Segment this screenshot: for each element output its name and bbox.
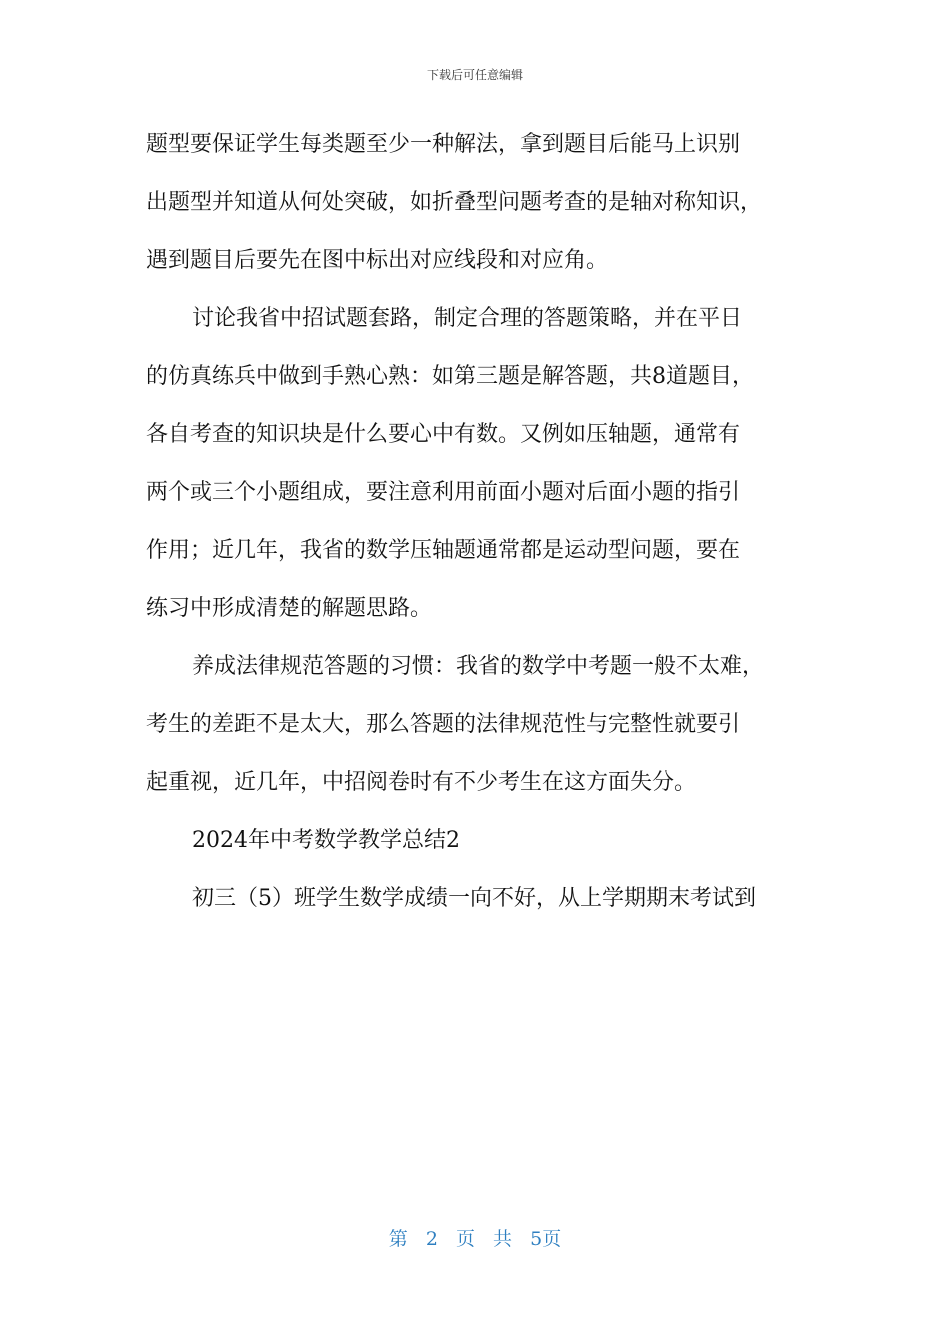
paragraph-line: 作用；近几年，我省的数学压轴题通常都是运动型问题，要在	[146, 538, 741, 563]
document-body	[146, 116, 806, 928]
paragraph-line: 考生的差距不是太大，那么答题的法律规范性与完整性就要引	[146, 712, 741, 737]
section-heading: 2024年中考数学教学总结2	[192, 828, 460, 853]
paragraph-line: 两个或三个小题组成，要注意利用前面小题对后面小题的指引	[146, 480, 741, 505]
footer-page-mid: 页	[455, 1228, 475, 1250]
footer-page-number: 2	[425, 1228, 438, 1250]
paragraph-line: 题型要保证学生每类题至少一种解法，拿到题目后能马上识别	[146, 132, 741, 157]
paragraph-line: 各自考查的知识块是什么要心中有数。又例如压轴题，通常有	[146, 422, 741, 447]
footer-total-pages: 5页	[530, 1228, 562, 1250]
footer-total-prefix: 共	[493, 1228, 513, 1250]
paragraph-line: 初三（5）班学生数学成绩一向不好，从上学期期末考试到	[192, 886, 756, 911]
page-header: 下载后可任意编辑	[426, 68, 523, 82]
paragraph-line: 练习中形成清楚的解题思路。	[146, 596, 433, 621]
paragraph-line: 养成法律规范答题的习惯：我省的数学中考题一般不太难，	[192, 654, 765, 679]
paragraph-line: 出题型并知道从何处突破，如折叠型问题考查的是轴对称知识，	[146, 190, 763, 215]
paragraph-line: 起重视，近几年，中招阅卷时有不少考生在这方面失分。	[146, 770, 697, 795]
page-footer	[0, 1224, 950, 1251]
paragraph-line: 的仿真练兵中做到手熟心熟：如第三题是解答题，共8道题目，	[146, 364, 754, 389]
footer-page-prefix: 第	[388, 1228, 408, 1250]
paragraph-line: 讨论我省中招试题套路，制定合理的答题策略，并在平日	[192, 306, 743, 331]
paragraph-line: 遇到题目后要先在图中标出对应线段和对应角。	[146, 248, 609, 273]
